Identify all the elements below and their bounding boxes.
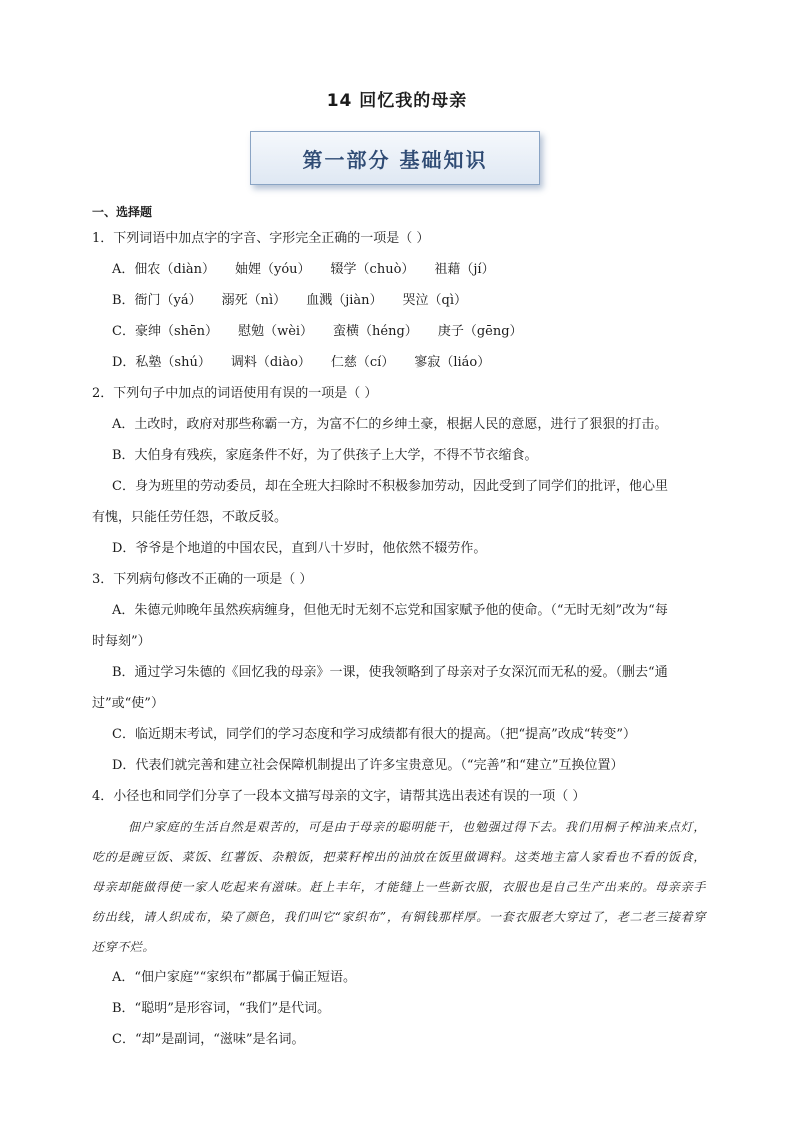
- document-body: [92, 201, 706, 1055]
- word: 庚子（gēng）: [437, 324, 523, 339]
- word: C．豪绅（shēn）: [112, 324, 219, 339]
- question-1-option-b: [92, 285, 706, 316]
- question-3-option-a-cont: 时每刻”）: [92, 634, 151, 649]
- question-2: [92, 378, 706, 564]
- question-3-option-a: A．朱德元帅晚年虽然疾病缠身，但他无时无刻不忘党和国家赋予他的使命。（“无时无刻”改为“每: [112, 603, 668, 618]
- question-4-passage: 佃户家庭的生活自然是艰苦的，可是由于母亲的聪明能干，也勉强过得下去。我们用桐子榨油来点灯，吃的是豌豆饭、菜饭、红薯饭、杂粮饭，把菜籽榨出的油放在饭里做调料。这类地主富人家看也不看的饭食，母亲却能做得使一家人吃起来有滋味。赶上丰年，才能缝上一些新衣服，衣服也是自己生产出来的。母亲亲手纺出线，请人织成布，染了颜色，我们叫它“家织布”，有铜钱那样厚。一套衣服老大穿过了，老二老三接着穿还穿不烂。: [92, 820, 706, 954]
- word: 哭泣（qì）: [402, 293, 467, 308]
- banner-label: 第一部分 基础知识: [302, 147, 488, 172]
- word: A．佃农（diàn）: [112, 262, 215, 277]
- question-3-option-b: B．通过学习朱德的《回忆我的母亲》一课，使我领略到了母亲对子女深沉而无私的爱。（删去“通: [112, 665, 668, 680]
- question-4: [92, 781, 706, 1055]
- section-banner: [250, 131, 540, 185]
- question-3-stem: 3．下列病句修改不正确的一项是（ ）: [92, 572, 313, 587]
- question-3-option-d: D．代表们就完善和建立社会保障机制提出了许多宝贵意见。（“完善”和“建立”互换位置）: [112, 758, 624, 773]
- question-1: [92, 223, 706, 378]
- question-2-option-b: B．大伯身有残疾，家庭条件不好，为了供孩子上大学，不得不节衣缩食。: [112, 448, 538, 463]
- word: 仁慈（cí）: [330, 355, 395, 370]
- word: D．私塾（shú）: [112, 355, 211, 370]
- question-3-option-c: C．临近期末考试，同学们的学习态度和学习成绩都有很大的提高。（把“提高”改成“转变”）: [112, 727, 637, 742]
- question-2-option-d: D．爷爷是个地道的中国农民，直到八十岁时，他依然不辍劳作。: [112, 541, 487, 556]
- question-4-option-a: A．“佃户家庭”“家织布”都属于偏正短语。: [112, 970, 356, 985]
- question-2-option-c: C．身为班里的劳动委员，却在全班大扫除时不积极参加劳动，因此受到了同学们的批评，他心里: [112, 479, 668, 494]
- word: B．衙门（yá）: [112, 293, 202, 308]
- question-1-option-c: [92, 316, 706, 347]
- word: 妯娌（yóu）: [235, 262, 311, 277]
- question-1-stem: 1．下列词语中加点字的字音、字形完全正确的一项是（ ）: [92, 231, 430, 246]
- word: 调料（diào）: [230, 355, 311, 370]
- word: 祖藉（jí）: [434, 262, 495, 277]
- question-2-option-c-cont: 有愧，只能任劳任怨，不敢反驳。: [92, 510, 288, 525]
- question-4-option-b: B．“聪明”是形容词，“我们”是代词。: [112, 1001, 331, 1016]
- question-3: [92, 564, 706, 781]
- question-2-option-a: A．土改时，政府对那些称霸一方，为富不仁的乡绅土豪，根据人民的意愿，进行了狠狠的打击。: [112, 417, 668, 432]
- word: 血溅（jiàn）: [306, 293, 383, 308]
- word: 蛮横（héng）: [333, 324, 418, 339]
- question-1-option-a: [92, 254, 706, 285]
- word: 辍学（chuò）: [330, 262, 415, 277]
- question-4-option-c: C．“却”是副词，“滋味”是名词。: [112, 1032, 305, 1047]
- document-title: 14 回忆我的母亲: [326, 91, 468, 111]
- question-4-stem: 4．小径也和同学们分享了一段本文描写母亲的文字，请帮其选出表述有误的一项（ ）: [92, 789, 586, 804]
- word: 慰勉（wèi）: [238, 324, 314, 339]
- question-2-stem: 2．下列句子中加点的词语使用有误的一项是（ ）: [92, 386, 378, 401]
- word: 寥寂（liáo）: [414, 355, 491, 370]
- word: 溺死（nì）: [221, 293, 287, 308]
- section-heading: 一、选择题: [92, 205, 153, 219]
- question-1-option-d: [92, 347, 706, 378]
- question-3-option-b-cont: 过”或“使”）: [92, 696, 164, 711]
